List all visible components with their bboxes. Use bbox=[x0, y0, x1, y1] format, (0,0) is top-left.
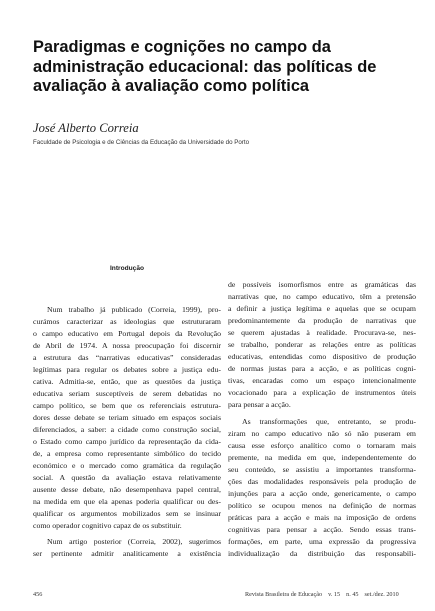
text-line: campo político, se bem que os referenciais estrutura- bbox=[33, 401, 221, 410]
page-number: 456 bbox=[33, 591, 43, 598]
section-heading: Introdução bbox=[109, 265, 145, 272]
text-line: causa esse esforço analítico como o tornaram mais bbox=[228, 441, 416, 450]
text-line: As transformações que, entretanto, se produ- bbox=[242, 417, 416, 426]
text-line: legítimas para regular os debates sobre a justiça edu- bbox=[33, 365, 221, 374]
author-name: José Alberto Correia bbox=[33, 121, 139, 135]
text-line: práticas para a acção e mais na imposição de ordens bbox=[228, 513, 416, 522]
text-line: se trabalho, ponderar as relações entre as políticas bbox=[228, 340, 416, 349]
text-line: formações, em parte, uma expressão da progressiva bbox=[228, 537, 416, 546]
text-line: político se ocupou menos na definição de normas bbox=[228, 501, 416, 510]
text-line: o campo educativo em Portugal depois da Revolução bbox=[33, 329, 221, 338]
text-line: de possíveis isomorfismos entre as gramáticas das bbox=[228, 280, 416, 289]
text-line: ções das modalidades responsáveis pela produção de bbox=[228, 477, 416, 486]
title-line: Paradigmas e cognições no campo da bbox=[33, 38, 331, 56]
text-line: diferenciados, a saber: a cidade como construção social, bbox=[33, 425, 221, 434]
text-line: para pensar a acção. bbox=[228, 400, 291, 409]
text-line: cativa. Admitia-se, então, que as questões da justiça bbox=[33, 377, 221, 386]
text-line: dores desse debate se teriam situado em espaços sociais bbox=[33, 413, 221, 422]
text-line: a definir a justiça legítima e aquelas que se ocupam bbox=[228, 304, 416, 313]
text-line: económico e o mercado como gramática da regulação bbox=[33, 461, 221, 470]
text-line: injunções para a acção onde, genericamente, o campo bbox=[228, 489, 416, 498]
text-line: ausente desse debate, não desempenhava papel central, bbox=[33, 485, 221, 494]
text-line: de Abril de 1974. A nossa preocupação foi discernir bbox=[33, 341, 221, 350]
text-line: premente, na medida em que, independentemente do bbox=[228, 453, 416, 462]
journal-issue: n. 45 bbox=[346, 591, 359, 598]
journal-volume: v. 15 bbox=[328, 591, 341, 598]
text-line: ziram no campo educativo não só não puseram em bbox=[228, 429, 416, 438]
text-line: como operador cognitivo capaz de os substituir. bbox=[33, 521, 182, 530]
journal-date: set./dez. 2010 bbox=[364, 591, 399, 598]
journal-footer bbox=[245, 591, 399, 598]
author-affiliation: Faculdade de Psicologia e de Ciências da Educação da Universidade do Porto bbox=[33, 139, 250, 146]
text-line: predominantemente da produção de narrativas que bbox=[228, 316, 416, 325]
text-line: social. A questão da avaliação estava relativamente bbox=[33, 473, 221, 482]
text-line: de, a empresa como representante simbólico do tecido bbox=[33, 449, 221, 458]
text-line: vocacionado para a explicação de instrumentos úteis bbox=[228, 388, 416, 397]
title-line: administração educacional: das políticas de bbox=[33, 57, 377, 76]
text-line: educativa seriam susceptíveis de serem debatidas no bbox=[33, 389, 221, 398]
text-line: cognitivas para pensar a acção. Sendo essas trans- bbox=[228, 525, 416, 534]
journal-name: Revista Brasileira de Educação bbox=[245, 591, 323, 598]
text-line: Num trabalho já publicado (Correia, 1999), pro- bbox=[47, 305, 221, 314]
text-line: educativas, entendidas como dispositivo de produção bbox=[228, 352, 416, 361]
text-line: individualização da distribuição das responsabili- bbox=[228, 549, 416, 558]
text-line: seu conteúdo, se assistiu a importantes transforma- bbox=[228, 465, 416, 474]
text-line: o Estado como campo jurídico da representação da cida- bbox=[33, 437, 221, 446]
text-line: se querem ajustadas à realidade. Procurava-se, nes- bbox=[228, 328, 416, 337]
text-line: Num artigo posterior (Correia, 2002), sugerimos bbox=[47, 537, 221, 546]
text-line: a estrutura das “narrativas educativas” consideradas bbox=[33, 353, 221, 362]
text-line: qualificar os argumentos mobilizados sem se insinuar bbox=[33, 509, 221, 518]
text-line: ser pertinente admitir analiticamente a existência bbox=[33, 549, 221, 558]
text-line: tivas, encaradas como um espaço intencionalmente bbox=[228, 376, 416, 385]
title-line: avaliação à avaliação como política bbox=[33, 77, 310, 95]
text-line: de normas justas para a acção, e as políticas cogni- bbox=[228, 364, 416, 373]
text-line: na medida em que ela apenas poderia qualificar ou des- bbox=[33, 497, 221, 506]
article-title bbox=[33, 38, 413, 97]
text-line: narrativas que, no campo educativo, têm a pretensão bbox=[228, 292, 416, 301]
text-line: curámos caracterizar as ideologias que estruturaram bbox=[33, 317, 221, 326]
